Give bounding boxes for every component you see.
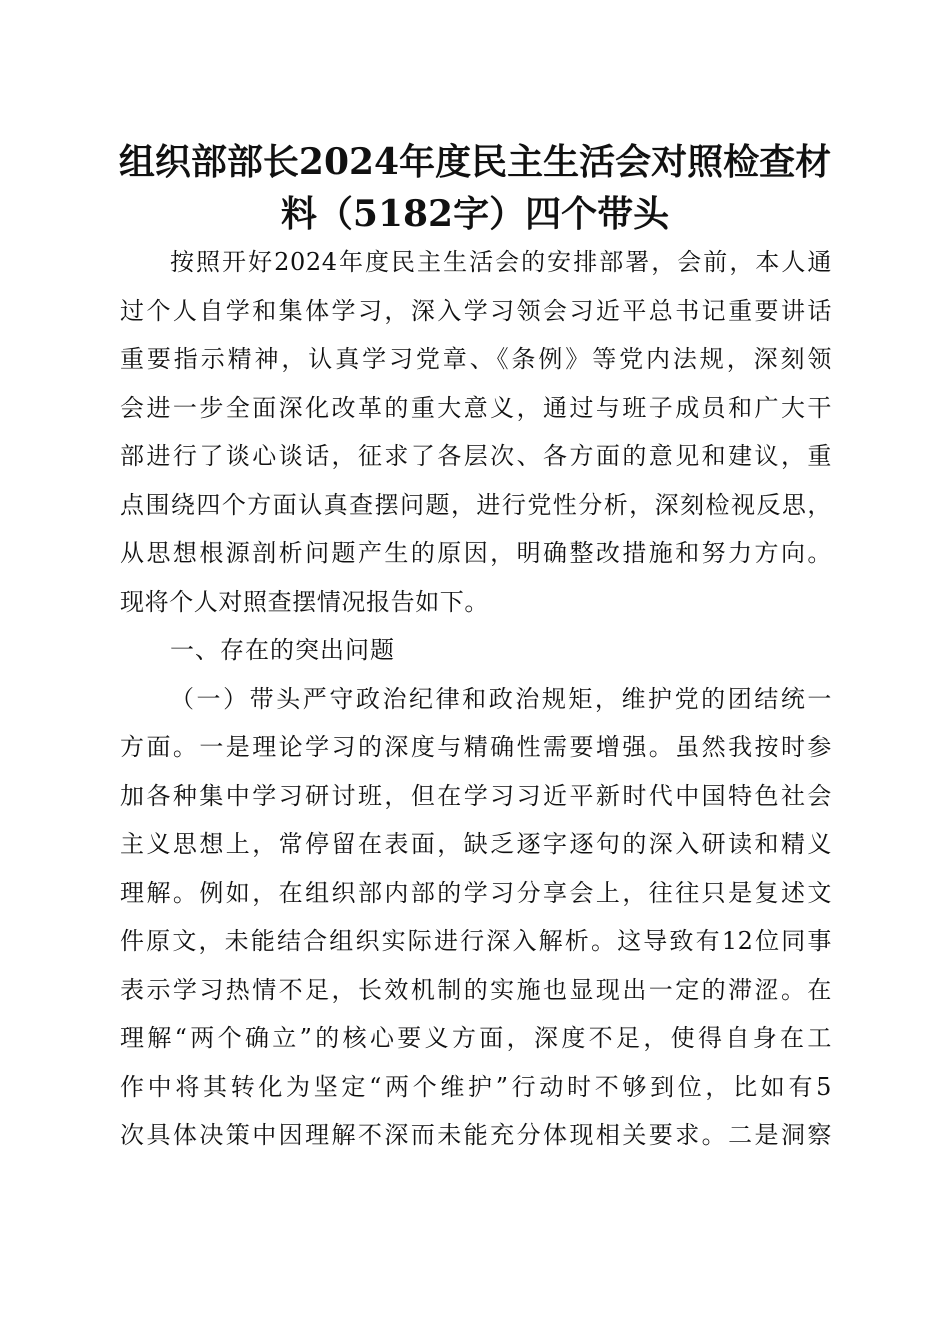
title-line-1: 组织部部长2024年度民主生活会对照检查材 — [118, 141, 832, 183]
paragraph-line: 理解“两个确立”的核心要义方面，深度不足，使得自身在工 — [120, 1024, 832, 1052]
paragraph-line: 从思想根源剖析问题产生的原因，明确整改措施和努力方向。 — [120, 539, 832, 567]
paragraph-line: 会进一步全面深化改革的重大意义，通过与班子成员和广大干 — [120, 393, 832, 422]
paragraph-line: 现将个人对照查摆情况报告如下。 — [120, 587, 489, 616]
paragraph-line: 加各种集中学习研讨班，但在学习习近平新时代中国特色社会 — [120, 781, 832, 810]
paragraph-line: 重要指示精神，认真学习党章、《条例》等党内法规，深刻领 — [120, 345, 832, 373]
paragraph-line: （一）带头严守政治纪律和政治规矩，维护党的团结统一 — [170, 684, 832, 713]
paragraph-line: 件原文，未能结合组织实际进行深入解析。这导致有12位同事 — [120, 927, 832, 955]
section-paragraph — [120, 675, 832, 1160]
paragraph-line: 部进行了谈心谈话，征求了各层次、各方面的意见和建议，重 — [120, 442, 832, 470]
title-line-2: 料（5182字）四个带头 — [280, 193, 670, 235]
paragraph-line: 点围绕四个方面认真查摆问题，进行党性分析，深刻检视反思， — [120, 490, 832, 519]
paragraph-line: 按照开好2024年度民主生活会的安排部署，会前，本人通 — [170, 248, 832, 276]
intro-paragraph — [120, 238, 832, 626]
paragraph-line: 主义思想上，常停留在表面，缺乏逐字逐句的深入研读和精义 — [120, 830, 832, 858]
paragraph-line: 表示学习热情不足，长效机制的实施也显现出一定的滞涩。在 — [120, 975, 832, 1004]
paragraph-line: 过个人自学和集体学习，深入学习领会习近平总书记重要讲话 — [120, 296, 832, 325]
section-heading: 一、存在的突出问题 — [170, 636, 395, 664]
paragraph-line: 方面。一是理论学习的深度与精确性需要增强。虽然我按时参 — [120, 733, 832, 761]
paragraph-line: 理解。例如，在组织部内部的学习分享会上，往往只是复述文 — [120, 878, 832, 907]
paragraph-line: 次具体决策中因理解不深而未能充分体现相关要求。二是洞察 — [120, 1121, 832, 1149]
paragraph-line: 作中将其转化为坚定“两个维护”行动时不够到位，比如有5 — [120, 1072, 832, 1101]
document-title — [100, 136, 850, 240]
document-body — [120, 238, 832, 1160]
